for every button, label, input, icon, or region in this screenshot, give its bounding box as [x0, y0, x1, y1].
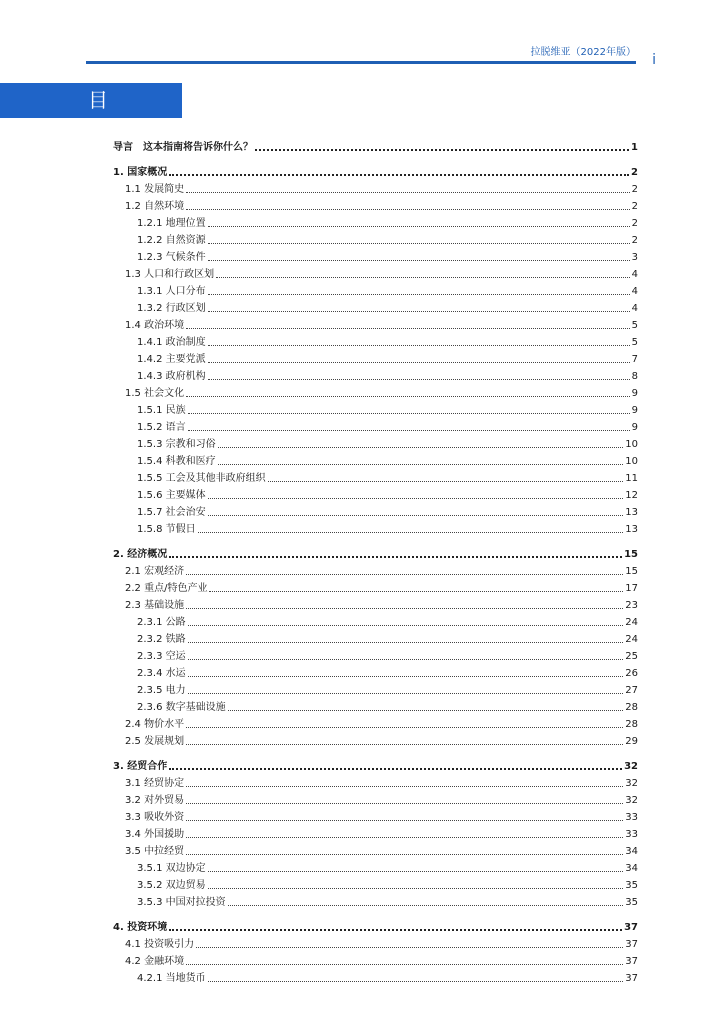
toc-entry-page: 23 [625, 600, 638, 611]
toc-subsection-entry[interactable] [113, 503, 638, 520]
toc-entry-label: 1.5.7 社会治安 [137, 507, 206, 518]
toc-chapter-entry[interactable] [113, 155, 638, 180]
toc-banner-title: 目 录 [0, 83, 182, 118]
toc-section-entry[interactable] [113, 197, 638, 214]
toc-subsection-entry[interactable] [113, 486, 638, 503]
toc-entry-page: 2 [631, 235, 638, 246]
toc-dot-leader [186, 964, 623, 965]
toc-entry-label: 1.4.3 政府机构 [137, 371, 206, 382]
toc-entry-page: 7 [631, 354, 638, 365]
toc-entry-label: 1.5.2 语言 [137, 422, 186, 433]
toc-entry-page: 28 [625, 719, 638, 730]
toc-entry-label: 1.4.2 主要党派 [137, 354, 206, 365]
toc-entry-label: 2.3.2 铁路 [137, 634, 186, 645]
toc-entry-page: 32 [624, 761, 638, 772]
toc-section-entry[interactable] [113, 715, 638, 732]
toc-subsection-entry[interactable] [113, 859, 638, 876]
toc-section-entry[interactable] [113, 842, 638, 859]
toc-entry-page: 17 [625, 583, 638, 594]
toc-section-entry[interactable] [113, 774, 638, 791]
toc-entry-page: 24 [625, 617, 638, 628]
toc-entry-label: 3. 经贸合作 [113, 761, 168, 772]
toc-entry-label: 1. 国家概况 [113, 167, 168, 178]
toc-subsection-entry[interactable] [113, 452, 638, 469]
toc-entry-label: 导言 这本指南将告诉你什么？ [113, 142, 253, 153]
toc-entry-label: 2.1 宏观经济 [125, 566, 185, 577]
toc-entry-label: 4.2 金融环境 [125, 956, 185, 967]
toc-entry-label: 1.5.6 主要媒体 [137, 490, 206, 501]
toc-entry-page: 5 [631, 337, 638, 348]
toc-entry-label: 3.4 外国援助 [125, 829, 185, 840]
toc-entry-page: 8 [631, 371, 638, 382]
toc-section-entry[interactable] [113, 579, 638, 596]
toc-dot-leader [208, 379, 630, 380]
toc-entry-label: 1.2.3 气候条件 [137, 252, 206, 263]
toc-dot-leader [169, 768, 622, 770]
toc-dot-leader [186, 820, 623, 821]
running-title: 拉脱维亚（2022年版） [530, 47, 636, 58]
toc-dot-leader [186, 574, 623, 575]
toc-section-entry[interactable] [113, 808, 638, 825]
toc-chapter-entry[interactable] [113, 130, 638, 155]
toc-entry-page: 37 [625, 956, 638, 967]
toc-entry-label: 3.5 中拉经贸 [125, 846, 185, 857]
toc-dot-leader [186, 396, 630, 397]
toc-entry-page: 37 [625, 973, 638, 984]
toc-entry-label: 2.3.5 电力 [137, 685, 186, 696]
toc-dot-leader [188, 659, 624, 660]
toc-dot-leader [186, 727, 623, 728]
toc-entry-label: 1.2.2 自然资源 [137, 235, 206, 246]
toc-subsection-entry[interactable] [113, 893, 638, 910]
toc-entry-label: 1.5.1 民族 [137, 405, 186, 416]
toc-section-entry[interactable] [113, 562, 638, 579]
toc-dot-leader [188, 642, 624, 643]
toc-chapter-entry[interactable] [113, 749, 638, 774]
toc-dot-leader [198, 532, 624, 533]
toc-entry-page: 32 [625, 778, 638, 789]
toc-entry-page: 24 [625, 634, 638, 645]
toc-subsection-entry[interactable] [113, 282, 638, 299]
toc-entry-page: 13 [625, 524, 638, 535]
toc-subsection-entry[interactable] [113, 418, 638, 435]
toc-dot-leader [208, 888, 624, 889]
toc-subsection-entry[interactable] [113, 469, 638, 486]
toc-entry-page: 10 [625, 439, 638, 450]
toc-section-entry[interactable] [113, 825, 638, 842]
toc-entry-page: 1 [631, 142, 638, 153]
toc-entry-label: 3.3 吸收外资 [125, 812, 185, 823]
toc-dot-leader [216, 277, 630, 278]
toc-dot-leader [208, 243, 630, 244]
toc-dot-leader [208, 871, 624, 872]
toc-entry-page: 11 [625, 473, 638, 484]
toc-dot-leader [208, 981, 624, 982]
toc-entry-page: 32 [625, 795, 638, 806]
toc-entry-label: 2.3 基础设施 [125, 600, 185, 611]
toc-chapter-entry[interactable] [113, 910, 638, 935]
toc-entry-label: 2.3.6 数字基础设施 [137, 702, 226, 713]
toc-entry-page: 12 [625, 490, 638, 501]
toc-dot-leader [208, 362, 630, 363]
toc-dot-leader [188, 676, 624, 677]
toc-entry-label: 2.2 重点/特色产业 [125, 583, 208, 594]
toc-dot-leader [186, 786, 623, 787]
toc-entry-page: 3 [631, 252, 638, 263]
toc-entry-label: 4.2.1 当地货币 [137, 973, 206, 984]
toc-subsection-entry[interactable] [113, 333, 638, 350]
toc-entry-page: 34 [625, 846, 638, 857]
toc-entry-page: 33 [625, 829, 638, 840]
toc-entry-label: 1.2 自然环境 [125, 201, 185, 212]
toc-entry-page: 2 [631, 201, 638, 212]
toc-entry-page: 13 [625, 507, 638, 518]
toc-subsection-entry[interactable] [113, 299, 638, 316]
toc-entry-label: 2.4 物价水平 [125, 719, 185, 730]
toc-subsection-entry[interactable] [113, 647, 638, 664]
toc-entry-page: 15 [624, 549, 638, 560]
toc-section-entry[interactable] [113, 935, 638, 952]
toc-entry-label: 1.3.2 行政区划 [137, 303, 206, 314]
toc-entry-page: 26 [625, 668, 638, 679]
toc-entry-page: 35 [625, 880, 638, 891]
toc-dot-leader [208, 226, 630, 227]
toc-entry-page: 9 [631, 388, 638, 399]
toc-dot-leader [169, 929, 622, 931]
toc-dot-leader [186, 744, 623, 745]
toc-subsection-entry[interactable] [113, 681, 638, 698]
toc-dot-leader [188, 413, 630, 414]
toc-dot-leader [208, 294, 630, 295]
toc-entry-label: 3.5.1 双边协定 [137, 863, 206, 874]
toc-dot-leader [228, 905, 624, 906]
toc-entry-page: 9 [631, 405, 638, 416]
toc-dot-leader [228, 710, 624, 711]
toc-entry-label: 1.5.8 节假日 [137, 524, 196, 535]
header-rule [86, 61, 636, 64]
toc-section-entry[interactable] [113, 791, 638, 808]
toc-dot-leader [186, 192, 630, 193]
toc-subsection-entry[interactable] [113, 350, 638, 367]
toc-subsection-entry[interactable] [113, 231, 638, 248]
toc-dot-leader [255, 149, 629, 151]
toc-entry-label: 1.5 社会文化 [125, 388, 185, 399]
toc-subsection-entry[interactable] [113, 248, 638, 265]
toc-entry-page: 4 [631, 269, 638, 280]
toc-subsection-entry[interactable] [113, 613, 638, 630]
toc-entry-label: 3.1 经贸协定 [125, 778, 185, 789]
toc-entry-page: 34 [625, 863, 638, 874]
toc-entry-label: 1.5.4 科教和医疗 [137, 456, 216, 467]
toc-dot-leader [218, 447, 624, 448]
toc-dot-leader [188, 430, 630, 431]
toc-dot-leader [188, 693, 624, 694]
toc-chapter-entry[interactable] [113, 537, 638, 562]
toc-dot-leader [208, 345, 630, 346]
toc-section-entry[interactable] [113, 596, 638, 613]
toc-subsection-entry[interactable] [113, 969, 638, 986]
toc-entry-label: 1.5.5 工会及其他非政府组织 [137, 473, 266, 484]
toc-entry-page: 2 [631, 218, 638, 229]
toc-entry-page: 15 [625, 566, 638, 577]
toc-section-entry[interactable] [113, 265, 638, 282]
toc-subsection-entry[interactable] [113, 630, 638, 647]
toc-entry-label: 4.1 投资吸引力 [125, 939, 195, 950]
toc-entry-label: 1.4.1 政治制度 [137, 337, 206, 348]
toc-entry-label: 2.5 发展规划 [125, 736, 185, 747]
toc-entry-label: 3.5.3 中国对拉投资 [137, 897, 226, 908]
toc-subsection-entry[interactable] [113, 435, 638, 452]
toc-entry-label: 2.3.1 公路 [137, 617, 186, 628]
toc-dot-leader [169, 174, 629, 176]
toc-dot-leader [209, 591, 623, 592]
toc-dot-leader [186, 854, 623, 855]
toc-dot-leader [186, 209, 630, 210]
toc-subsection-entry[interactable] [113, 401, 638, 418]
toc-entry-page: 37 [625, 939, 638, 950]
toc-dot-leader [186, 608, 623, 609]
toc-entry-page: 33 [625, 812, 638, 823]
toc-entry-label: 2.3.4 水运 [137, 668, 186, 679]
toc-entry-label: 1.5.3 宗教和习俗 [137, 439, 216, 450]
toc-dot-leader [208, 498, 624, 499]
toc-section-entry[interactable] [113, 952, 638, 969]
toc-entry-label: 2. 经济概况 [113, 549, 168, 560]
toc-dot-leader [186, 803, 623, 804]
toc-entry-label: 3.2 对外贸易 [125, 795, 185, 806]
toc-subsection-entry[interactable] [113, 520, 638, 537]
toc-entry-page: 4 [631, 286, 638, 297]
toc-subsection-entry[interactable] [113, 367, 638, 384]
toc-entry-page: 2 [631, 184, 638, 195]
toc-dot-leader [186, 837, 623, 838]
toc-entry-label: 1.4 政治环境 [125, 320, 185, 331]
toc-entry-page: 29 [625, 736, 638, 747]
toc-entry-page: 9 [631, 422, 638, 433]
toc-entry-page: 25 [625, 651, 638, 662]
toc-entry-label: 3.5.2 双边贸易 [137, 880, 206, 891]
toc-subsection-entry[interactable] [113, 664, 638, 681]
toc-section-entry[interactable] [113, 384, 638, 401]
toc-subsection-entry[interactable] [113, 698, 638, 715]
toc-entry-page: 4 [631, 303, 638, 314]
toc-dot-leader [208, 311, 630, 312]
toc-entry-page: 27 [625, 685, 638, 696]
toc-entry-label: 1.1 发展简史 [125, 184, 185, 195]
toc-dot-leader [208, 260, 630, 261]
toc-entry-label: 1.3.1 人口分布 [137, 286, 206, 297]
toc-subsection-entry[interactable] [113, 876, 638, 893]
toc-entry-label: 4. 投资环境 [113, 922, 168, 933]
toc-entry-page: 5 [631, 320, 638, 331]
toc-section-entry[interactable] [113, 732, 638, 749]
toc-entry-label: 1.3 人口和行政区划 [125, 269, 215, 280]
page-number: i [652, 52, 656, 68]
toc-dot-leader [169, 556, 622, 558]
toc-dot-leader [196, 947, 623, 948]
toc-entry-page: 35 [625, 897, 638, 908]
toc-dot-leader [188, 625, 624, 626]
toc-subsection-entry[interactable] [113, 214, 638, 231]
toc-section-entry[interactable] [113, 316, 638, 333]
toc-entry-label: 2.3.3 空运 [137, 651, 186, 662]
toc-entry-page: 37 [624, 922, 638, 933]
toc-entry-page: 28 [625, 702, 638, 713]
table-of-contents [113, 130, 638, 986]
toc-section-entry[interactable] [113, 180, 638, 197]
toc-entry-page: 2 [631, 167, 638, 178]
toc-dot-leader [268, 481, 624, 482]
toc-dot-leader [208, 515, 624, 516]
toc-entry-page: 10 [625, 456, 638, 467]
toc-dot-leader [218, 464, 624, 465]
toc-dot-leader [186, 328, 630, 329]
toc-entry-label: 1.2.1 地理位置 [137, 218, 206, 229]
